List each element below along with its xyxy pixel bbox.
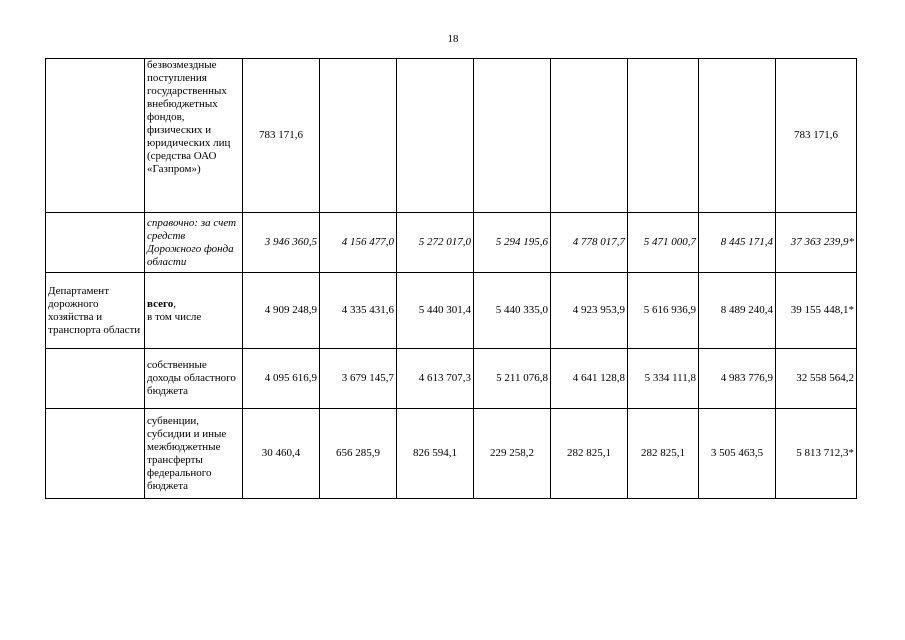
value-cell: 4 909 248,9 [243,273,320,349]
total-cell: 39 155 448,1* [776,273,857,349]
value-cell [397,59,474,213]
budget-table [45,58,857,499]
department-cell [46,213,145,273]
total-label: всего [147,297,174,310]
value-cell: 783 171,6 [243,59,320,213]
value-cell: 4 641 128,8 [551,349,628,409]
total-cell: 5 813 712,3* [776,409,857,499]
value-cell: 5 440 301,4 [397,273,474,349]
department-cell [46,409,145,499]
value-cell [320,59,397,213]
value-cell: 282 825,1 [628,409,699,499]
value-cell [628,59,699,213]
value-cell [474,59,551,213]
total-label-suffix: , [173,297,176,310]
value-cell: 5 334 111,8 [628,349,699,409]
value-cell: 8 445 171,4 [699,213,776,273]
total-cell: 37 363 239,9* [776,213,857,273]
value-cell: 4 778 017,7 [551,213,628,273]
value-cell: 229 258,2 [474,409,551,499]
table-row [46,273,857,349]
value-cell: 3 946 360,5 [243,213,320,273]
value-cell: 4 923 953,9 [551,273,628,349]
value-cell: 656 285,9 [320,409,397,499]
total-cell: 32 558 564,2 [776,349,857,409]
value-cell: 30 460,4 [243,409,320,499]
total-cell: 783 171,6 [776,59,857,213]
value-cell: 3 679 145,7 [320,349,397,409]
value-cell: 8 489 240,4 [699,273,776,349]
row-description: субвенции, субсидии и иные межбюджетные трансферты федерального бюджета [145,409,243,499]
value-cell: 4 095 616,9 [243,349,320,409]
value-cell: 4 156 477,0 [320,213,397,273]
table-row [46,59,857,213]
value-cell [551,59,628,213]
value-cell: 4 613 707,3 [397,349,474,409]
value-cell: 3 505 463,5 [699,409,776,499]
department-cell [46,349,145,409]
value-cell: 282 825,1 [551,409,628,499]
table-row [46,349,857,409]
value-cell: 826 594,1 [397,409,474,499]
value-cell: 4 983 776,9 [699,349,776,409]
value-cell: 5 616 936,9 [628,273,699,349]
row-description: собственные доходы областного бюджета [145,349,243,409]
value-cell: 5 272 017,0 [397,213,474,273]
value-cell: 5 211 076,8 [474,349,551,409]
department-cell [46,59,145,213]
row-description: безвозмездные поступления государственных внебюджетных фондов, физических и юридических лиц (средства ОАО «Газпром») [145,59,243,213]
page-number: 18 [447,33,459,45]
row-description: справочно: за счет средств Дорожного фонда области [145,213,243,273]
department-cell: Департамент дорожного хозяйства и транспорта области [46,273,145,349]
table-row [46,213,857,273]
value-cell [699,59,776,213]
value-cell: 5 440 335,0 [474,273,551,349]
table-row [46,409,857,499]
including-label: в том числе [147,310,202,323]
value-cell: 4 335 431,6 [320,273,397,349]
row-description [145,273,243,349]
value-cell: 5 294 195,6 [474,213,551,273]
value-cell: 5 471 000,7 [628,213,699,273]
